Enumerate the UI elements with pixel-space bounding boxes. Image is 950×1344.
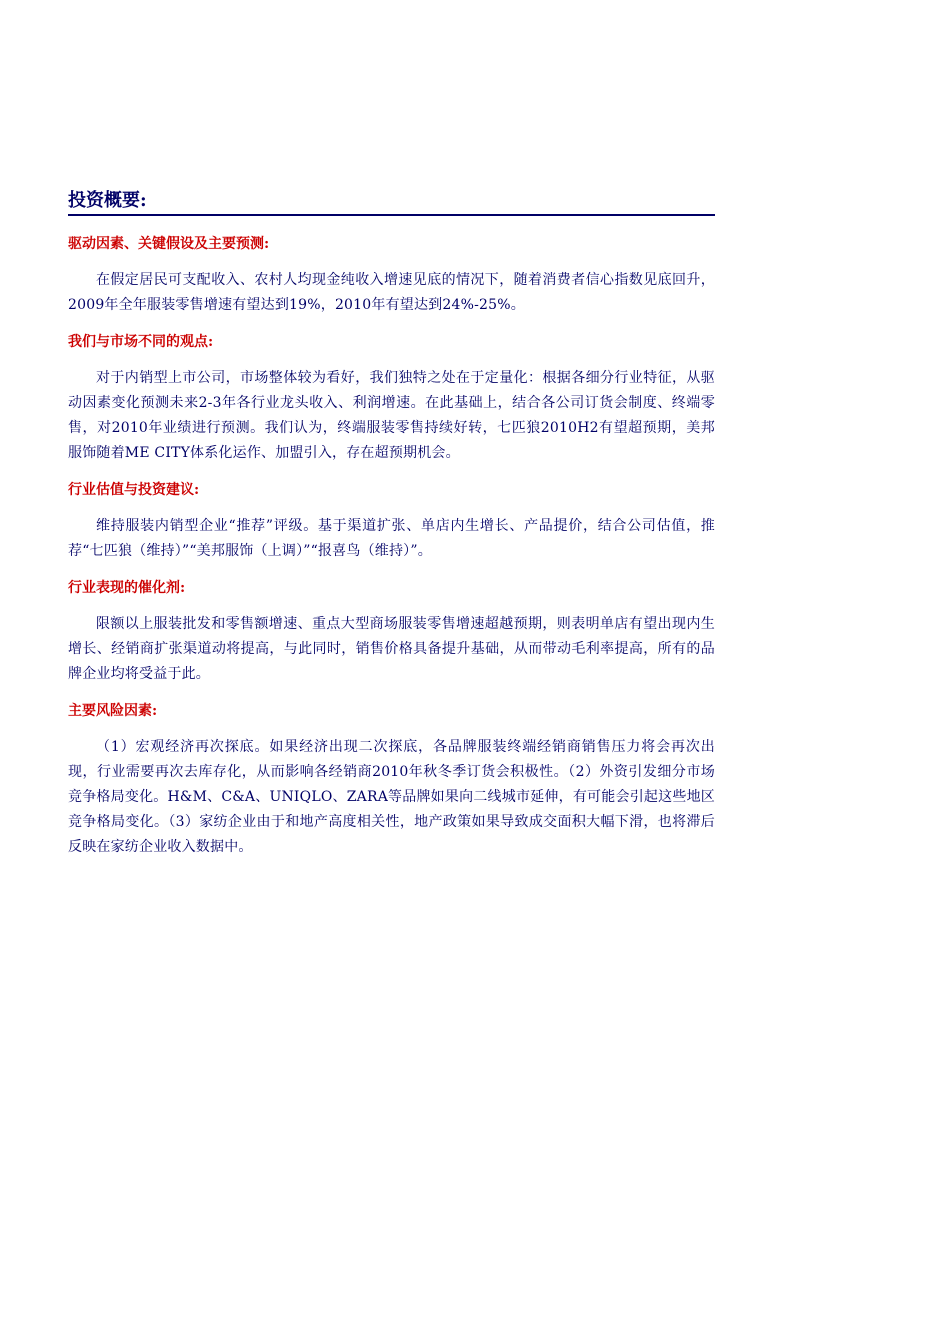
title-divider — [68, 214, 715, 216]
section-drivers — [68, 234, 715, 318]
section-body: 维持服装内销型企业“推荐”评级。基于渠道扩张、单店内生增长、产品提价，结合公司估值，推荐“七匹狼（维持）”“美邦服饰（上调）”“报喜鸟（维持）”。 — [68, 518, 715, 559]
section-heading: 驱动因素、关键假设及主要预测: — [68, 236, 270, 252]
page-title: 投资概要: — [68, 190, 147, 211]
section-valuation — [68, 480, 715, 564]
section-heading: 行业表现的催化剂: — [68, 580, 186, 596]
section-body: 限额以上服装批发和零售额增速、重点大型商场服装零售增速超越预期，则表明单店有望出现内生增长、经销商扩张渠道动将提高，与此同时，销售价格具备提升基础，从而带动毛利率提高，所有的品牌企业均将受益于此。 — [68, 616, 715, 682]
section-catalysts — [68, 578, 715, 687]
section-differentiated-view — [68, 332, 715, 466]
investment-summary — [68, 188, 715, 874]
section-body: 对于内销型上市公司，市场整体较为看好，我们独特之处在于定量化：根据各细分行业特征，从驱动因素变化预测未来2-3年各行业龙头收入、利润增速。在此基础上，结合各公司订货会制度、终端零售，对2010年业绩进行预测。我们认为，终端服装零售持续好转，七匹狼2010H2有望超预期，美邦服饰随着ME CITY体系化运作、加盟引入，存在超预期机会。 — [68, 370, 715, 461]
section-risks — [68, 701, 715, 860]
section-body: （1）宏观经济再次探底。如果经济出现二次探底，各品牌服装终端经销商销售压力将会再次出现，行业需要再次去库存化，从而影响各经销商2010年秋冬季订货会积极性。（2）外资引发细分市场竞争格局变化。H&M、C&A、UNIQLO、ZARA等品牌如果向二线城市延伸，有可能会引起这些地区竞争格局变化。（3）家纺企业由于和地产高度相关性，地产政策如果导致成交面积大幅下滑，也将滞后反映在家纺企业收入数据中。 — [68, 739, 715, 855]
section-heading: 行业估值与投资建议: — [68, 482, 200, 498]
section-heading: 我们与市场不同的观点: — [68, 334, 214, 350]
section-body: 在假定居民可支配收入、农村人均现金纯收入增速见底的情况下，随着消费者信心指数见底回升，2009年全年服装零售增速有望达到19%，2010年有望达到24%-25%。 — [68, 272, 715, 313]
section-heading: 主要风险因素: — [68, 703, 158, 719]
